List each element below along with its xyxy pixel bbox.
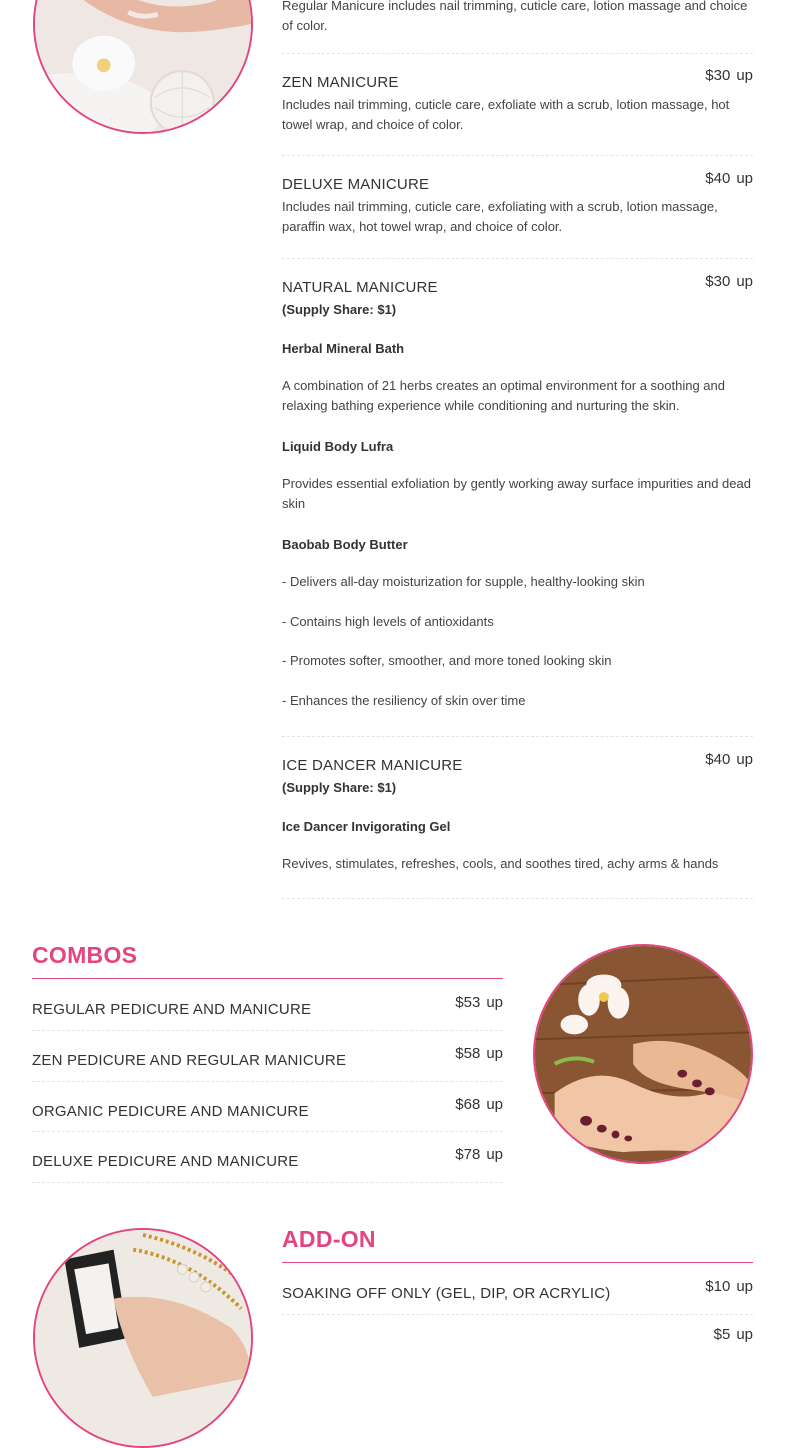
price: $40 up bbox=[705, 170, 753, 187]
divider bbox=[282, 258, 753, 259]
price: $30 up bbox=[705, 67, 753, 84]
combos-photo bbox=[533, 944, 753, 1164]
combo-name: ZEN PEDICURE AND REGULAR MANICURE bbox=[32, 1052, 347, 1069]
addon-heading-rule bbox=[282, 1262, 753, 1263]
manicure-hands-photo bbox=[35, 0, 251, 132]
service-description: Includes nail trimming, cuticle care, exfoliating with a scrub, lotion massage, paraffin wax, hot towel wrap, and choice of color. bbox=[282, 199, 718, 234]
feet-and-hands-with-orchids-photo bbox=[535, 946, 751, 1162]
benefit-item: - Enhances the resiliency of skin over time bbox=[282, 692, 526, 708]
divider bbox=[282, 53, 753, 54]
price: $30 up bbox=[705, 273, 753, 290]
benefit-item: - Promotes softer, smoother, and more toned looking skin bbox=[282, 653, 612, 668]
addon-item bbox=[282, 1326, 753, 1343]
service-name: ZEN MANICURE bbox=[282, 74, 399, 91]
addon-name: SOAKING OFF ONLY (GEL, DIP, OR ACRYLIC) bbox=[282, 1285, 611, 1302]
combo-name: REGULAR PEDICURE AND MANICURE bbox=[32, 1001, 312, 1018]
divider bbox=[32, 1030, 503, 1031]
hands-with-jewelry-photo bbox=[35, 1230, 251, 1446]
divider bbox=[32, 1081, 503, 1082]
supply-share: (Supply Share: $1) bbox=[282, 780, 397, 795]
price: $10 up bbox=[705, 1278, 753, 1295]
price: $68 up bbox=[455, 1096, 503, 1113]
divider bbox=[282, 155, 753, 156]
ingredient-heading: Baobab Body Butter bbox=[282, 537, 408, 552]
addon-item bbox=[282, 1277, 753, 1302]
service-description: Includes nail trimming, cuticle care, exfoliate with a scrub, lotion massage, hot towel wrap, and choice of color. bbox=[282, 97, 730, 132]
service-name: NATURAL MANICURE bbox=[282, 279, 438, 296]
service-name: DELUXE MANICURE bbox=[282, 176, 430, 193]
combo-name: DELUXE PEDICURE AND MANICURE bbox=[32, 1153, 299, 1170]
combos-heading: COMBOS bbox=[32, 942, 138, 968]
divider bbox=[32, 1182, 503, 1183]
benefit-item: - Delivers all-day moisturization for supple, healthy-looking skin bbox=[282, 574, 645, 589]
service-natural-manicure bbox=[282, 271, 753, 710]
price: $40 up bbox=[705, 751, 753, 768]
price: $5 up bbox=[713, 1326, 753, 1343]
combo-item bbox=[32, 993, 503, 1018]
addon-heading: ADD-ON bbox=[282, 1226, 376, 1252]
divider bbox=[32, 1131, 503, 1132]
combos-heading-rule bbox=[32, 978, 503, 979]
benefit-item: - Contains high levels of antioxidants bbox=[282, 613, 494, 629]
divider bbox=[282, 1314, 753, 1315]
service-deluxe-manicure bbox=[282, 168, 753, 236]
service-zen-manicure bbox=[282, 66, 753, 134]
combo-item bbox=[32, 1145, 503, 1170]
combo-item bbox=[32, 1044, 503, 1069]
divider bbox=[282, 736, 753, 737]
ingredient-description: Provides essential exfoliation by gently working away surface impurities and dead skin bbox=[282, 476, 751, 511]
price: $78 up bbox=[455, 1146, 503, 1163]
service-name: ICE DANCER MANICURE bbox=[282, 757, 463, 774]
ingredient-description: Revives, stimulates, refreshes, cools, and soothes tired, achy arms & hands bbox=[282, 856, 719, 871]
manicure-photo bbox=[33, 0, 253, 134]
top-description: Regular Manicure includes nail trimming, cuticle care, lotion massage and choice of color. bbox=[282, 0, 748, 33]
divider bbox=[282, 898, 753, 899]
price: $53 up bbox=[455, 994, 503, 1011]
price: $58 up bbox=[455, 1045, 503, 1062]
combo-item bbox=[32, 1095, 503, 1120]
ingredient-heading: Ice Dancer Invigorating Gel bbox=[282, 819, 451, 834]
addon-photo bbox=[33, 1228, 253, 1448]
supply-share: (Supply Share: $1) bbox=[282, 302, 397, 317]
service-ice-dancer-manicure bbox=[282, 749, 753, 874]
ingredient-heading: Liquid Body Lufra bbox=[282, 439, 394, 454]
ingredient-description: A combination of 21 herbs creates an optimal environment for a soothing and relaxing bathing experience while conditioning and nurturing the skin. bbox=[282, 378, 725, 413]
combo-name: ORGANIC PEDICURE AND MANICURE bbox=[32, 1103, 309, 1120]
ingredient-heading: Herbal Mineral Bath bbox=[282, 341, 405, 356]
regular-manicure-description bbox=[282, 0, 753, 35]
